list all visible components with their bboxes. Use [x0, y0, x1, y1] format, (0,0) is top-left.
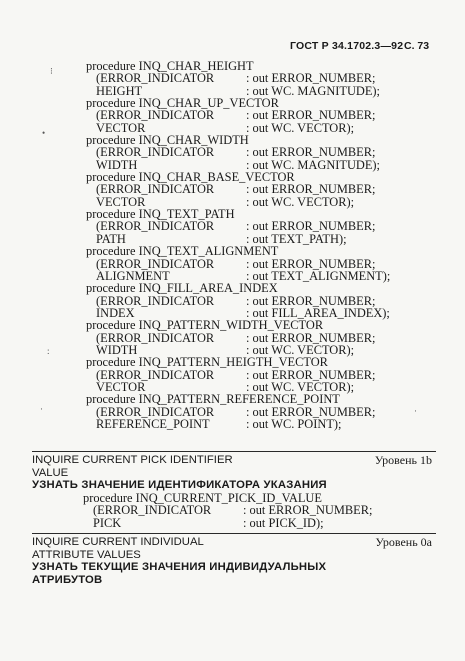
section-title: INQUIRE CURRENT PICK IDENTIFIER [32, 454, 233, 466]
procedure-name: procedure INQ_FILL_AREA_INDEX [86, 281, 278, 296]
standard-number: ГОСТ Р 34.1702.3—92 [290, 40, 404, 52]
parameter-line [76, 220, 416, 232]
parameter-type: : out WC. VECTOR); [246, 379, 355, 394]
section-title: INQUIRE CURRENT INDIVIDUAL [32, 536, 204, 548]
parameter-type: : out WC. MAGNITUDE); [246, 83, 380, 98]
parameter-name: (ERROR_INDICATOR [96, 293, 215, 308]
margin-mark: : [47, 346, 50, 356]
section-title-cont: ATTRIBUTE VALUES [32, 548, 141, 561]
parameter-line [76, 418, 416, 430]
parameter-name: (ERROR_INDICATOR [96, 404, 215, 419]
parameter-name: WIDTH [96, 157, 138, 172]
section-title-ru: УЗНАТЬ ТЕКУЩИЕ ЗНАЧЕНИЯ ИНДИВИДУАЛЬНЫХ [32, 561, 327, 574]
parameter-name: ALIGNMENT [96, 268, 170, 283]
parameter-type: : out ERROR_NUMBER; [246, 256, 376, 271]
procedure-name-line [76, 319, 416, 331]
parameter-name: VECTOR [96, 379, 146, 394]
parameter-name: (ERROR_INDICATOR [93, 503, 212, 518]
parameter-type: : out WC. MAGNITUDE); [246, 157, 380, 172]
parameter-type: : out WC. VECTOR); [246, 342, 355, 357]
parameter-type: : out TEXT_ALIGNMENT); [246, 268, 391, 283]
parameter-name: (ERROR_INDICATOR [96, 108, 215, 123]
parameter-type: : out ERROR_NUMBER; [246, 108, 376, 123]
margin-mark: · [40, 404, 43, 414]
procedure-name: procedure INQ_CHAR_WIDTH [86, 133, 249, 148]
section-inquire-individual-attr [32, 536, 436, 586]
procedure-name-line [76, 356, 416, 368]
level-label: Уровень 1b [374, 453, 432, 467]
parameter-line [76, 146, 416, 158]
parameter-type: : out ERROR_NUMBER; [246, 182, 376, 197]
page-number: С. 73 [404, 40, 430, 52]
parameter-name: (ERROR_INDICATOR [96, 330, 215, 345]
section-title-cont: VALUE [32, 466, 69, 479]
level-label: Уровень 0a [375, 535, 432, 549]
procedure-name: procedure INQ_PATTERN_WIDTH_VECTOR [86, 318, 324, 333]
section-title-ru: УЗНАТЬ ЗНАЧЕНИЕ ИДЕНТИФИКАТОРА УКАЗАНИЯ [32, 479, 327, 492]
procedure-name: procedure INQ_CHAR_HEIGHT [86, 59, 254, 73]
parameter-name: (ERROR_INDICATOR [96, 219, 215, 234]
parameter-name: INDEX [96, 305, 135, 320]
parameter-type: : out ERROR_NUMBER; [246, 219, 376, 234]
parameter-name: (ERROR_INDICATOR [96, 182, 215, 197]
margin-mark: ⁝ [50, 66, 53, 76]
section-divider [32, 533, 436, 534]
parameter-name: VECTOR [96, 194, 146, 209]
parameter-type: : out ERROR_NUMBER; [246, 404, 376, 419]
procedure-name: procedure INQ_PATTERN_HEIGTH_VECTOR [86, 355, 328, 370]
parameter-type: : out ERROR_NUMBER; [246, 71, 376, 86]
parameter-line [76, 183, 416, 195]
parameter-name: (ERROR_INDICATOR [96, 367, 215, 382]
procedure-name: procedure INQ_CURRENT_PICK_ID_VALUE [83, 491, 322, 505]
parameter-name: REFERENCE_POINT [96, 416, 210, 431]
parameter-type: : out TEXT_PATH); [246, 231, 347, 246]
parameter-line [76, 109, 416, 121]
parameter-line [76, 72, 416, 84]
parameter-type: : out WC. VECTOR); [246, 120, 355, 135]
parameter-name: PATH [96, 231, 126, 246]
procedure-name: procedure INQ_PATTERN_REFERENCE_POINT [86, 392, 340, 407]
procedure-name: procedure INQ_TEXT_ALIGNMENT [86, 244, 279, 259]
parameter-name: (ERROR_INDICATOR [96, 71, 215, 86]
parameter-type: : out WC. POINT); [246, 416, 342, 431]
section-inquire-pick-id [32, 454, 436, 492]
parameter-line [83, 517, 423, 529]
parameter-name: (ERROR_INDICATOR [96, 145, 215, 160]
parameter-name: WIDTH [96, 342, 138, 357]
parameter-type: : out ERROR_NUMBER; [246, 145, 376, 160]
section-procedure [83, 492, 423, 529]
parameter-line [76, 258, 416, 270]
procedure-name-line [76, 393, 416, 405]
parameter-type: : out WC. VECTOR); [246, 194, 355, 209]
parameter-type: : out PICK_ID); [243, 515, 324, 530]
procedure-name: procedure INQ_CHAR_UP_VECTOR [86, 96, 279, 111]
procedure-name: procedure INQ_TEXT_PATH [86, 207, 235, 222]
margin-mark: • [42, 128, 46, 138]
parameter-type: : out ERROR_NUMBER; [246, 293, 376, 308]
procedure-name: procedure INQ_CHAR_BASE_VECTOR [86, 170, 295, 185]
procedure-name-line [76, 245, 416, 257]
procedure-name-line [76, 282, 416, 294]
parameter-name: HEIGHT [96, 83, 143, 98]
parameter-name: (ERROR_INDICATOR [96, 256, 215, 271]
parameter-line [83, 504, 423, 516]
parameter-type: : out ERROR_NUMBER; [246, 367, 376, 382]
procedure-list [76, 60, 416, 430]
section-divider [32, 451, 436, 452]
page-header [0, 40, 465, 56]
section-title-ru-cont: АТРИБУТОВ [32, 573, 103, 586]
parameter-type: : out ERROR_NUMBER; [243, 503, 373, 518]
margin-mark: · [414, 406, 417, 416]
parameter-name: VECTOR [96, 120, 146, 135]
parameter-type: : out ERROR_NUMBER; [246, 330, 376, 345]
parameter-name: PICK [93, 515, 122, 530]
parameter-type: : out FILL_AREA_INDEX); [246, 305, 390, 320]
